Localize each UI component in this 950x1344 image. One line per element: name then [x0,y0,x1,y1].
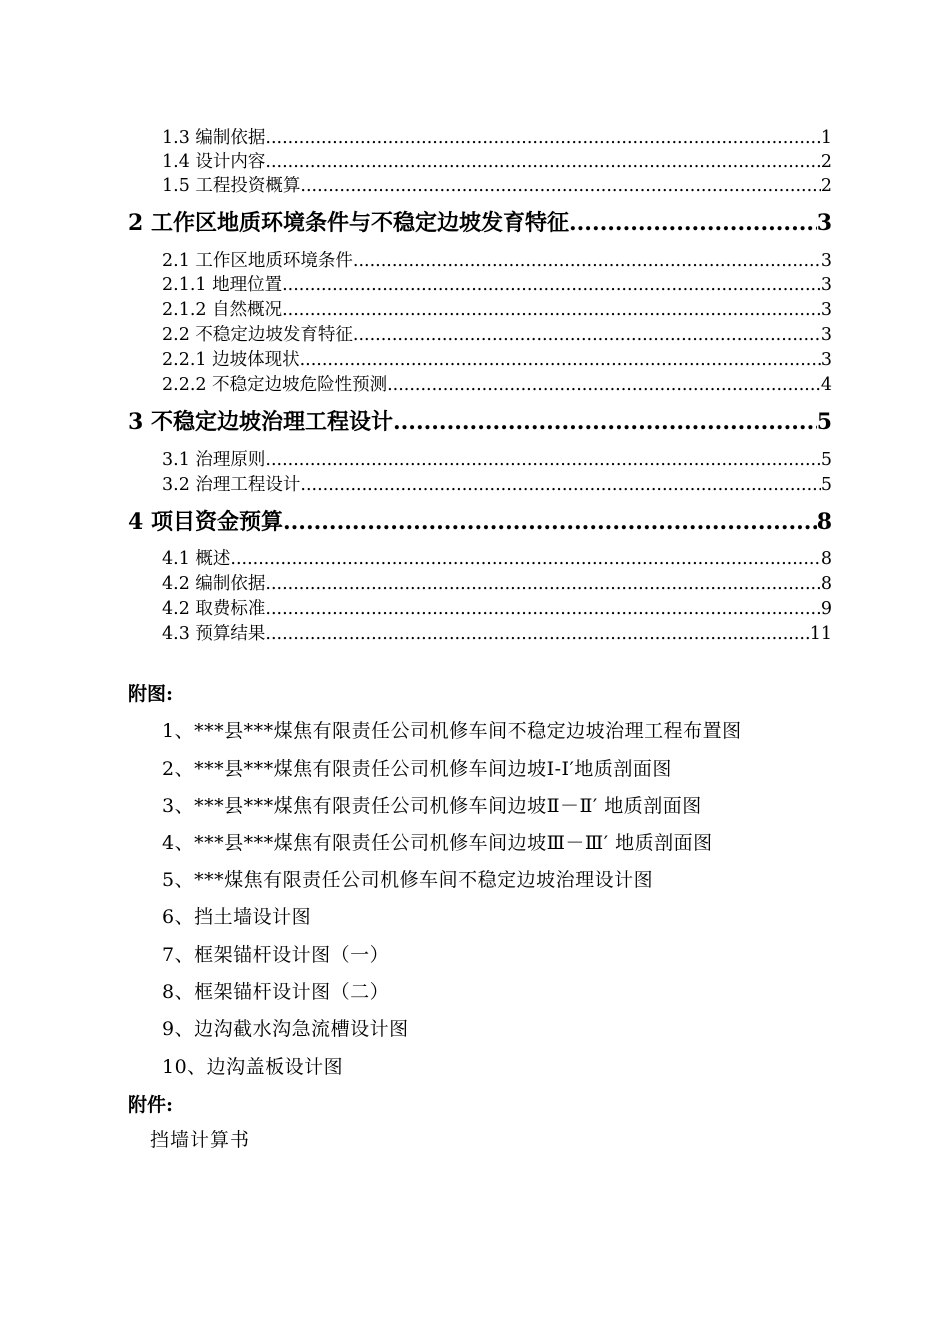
figure-item: 1、***县***煤焦有限责任公司机修车间不稳定边坡治理工程布置图 [162,720,742,742]
toc-entry[interactable] [162,572,832,596]
toc-leader [387,373,821,397]
toc-chapter-title: 2 工作区地质环境条件与不稳定边坡发育特征 [128,210,569,236]
toc-entry-title: 3.1 治理原则 [162,450,266,470]
toc-entry-page: 3 [820,350,832,370]
figures-heading: 附图: [128,683,174,705]
toc-chapter-page: 5 [816,409,832,435]
toc-entry[interactable] [162,622,832,646]
toc-entry[interactable] [162,473,832,497]
toc-entry-page: 8 [820,549,832,569]
toc-leader [282,273,821,297]
toc-chapter-page: 3 [816,210,832,236]
toc-entry[interactable] [162,174,832,198]
toc-entry-page: 8 [820,574,832,594]
toc-entry-page: 3 [820,300,832,320]
toc-entry[interactable] [162,547,832,571]
toc-entry-title: 4.3 预算结果 [162,624,266,644]
toc-chapter[interactable] [128,406,832,438]
toc-leader [283,506,817,538]
figure-item: 5、***煤焦有限责任公司机修车间不稳定边坡治理设计图 [162,869,654,891]
figure-item: 4、***县***煤焦有限责任公司机修车间边坡Ⅲ－Ⅲ′ 地质剖面图 [162,832,713,854]
toc-entry[interactable] [162,373,832,397]
figure-item: 8、框架锚杆设计图（二） [162,981,390,1003]
toc-chapter-title: 3 不稳定边坡治理工程设计 [128,409,393,435]
toc-chapter[interactable] [128,207,832,239]
toc-entry-title: 4.2 编制依据 [162,574,266,594]
toc-entry-page: 5 [820,450,832,470]
toc-entry[interactable] [162,323,832,347]
toc-entry[interactable] [162,348,832,372]
toc-entry-page: 2 [820,152,832,172]
toc-leader [265,448,820,472]
toc-entry-page: 4 [820,375,832,395]
figure-item: 9、边沟截水沟急流槽设计图 [162,1018,409,1040]
figure-item: 2、***县***煤焦有限责任公司机修车间边坡Ⅰ-Ⅰ′地质剖面图 [162,758,672,780]
toc-leader [300,473,820,497]
toc-entry[interactable] [162,150,832,174]
toc-entry-title: 2.2 不稳定边坡发育特征 [162,325,353,345]
toc-entry-title: 1.3 编制依据 [162,128,266,148]
figure-item: 10、边沟盖板设计图 [162,1056,344,1078]
toc-entry-title: 2.2.2 不稳定边坡危险性预测 [162,375,388,395]
toc-leader [300,174,820,198]
toc-leader [353,323,821,347]
toc-leader [230,547,820,571]
toc-entry-page: 9 [820,599,832,619]
toc-leader [265,622,809,646]
figure-item: 6、挡土墙设计图 [162,906,312,928]
toc-entry-page: 3 [820,325,832,345]
toc-entry-page: 3 [820,251,832,271]
toc-chapter[interactable] [128,506,832,538]
toc-entry-title: 4.2 取费标准 [162,599,266,619]
toc-entry-title: 2.2.1 边坡体现状 [162,350,300,370]
toc-leader [393,406,817,438]
toc-entry-title: 2.1.2 自然概况 [162,300,283,320]
toc-leader [265,150,820,174]
toc-leader [353,249,821,273]
toc-entry[interactable] [162,597,832,621]
toc-entry-title: 2.1 工作区地质环境条件 [162,251,353,271]
figure-item: 3、***县***煤焦有限责任公司机修车间边坡Ⅱ－Ⅱ′ 地质剖面图 [162,795,702,817]
toc-chapter-title: 4 项目资金预算 [128,509,283,535]
toc-leader [282,298,821,322]
toc-entry-page: 1 [820,128,832,148]
toc-leader [265,572,820,596]
toc-entry[interactable] [162,249,832,273]
figure-item: 7、框架锚杆设计图（一） [162,944,390,966]
toc-entry-title: 1.5 工程投资概算 [162,176,301,196]
toc-entry[interactable] [162,126,832,150]
toc-leader [265,126,820,150]
toc-entry[interactable] [162,273,832,297]
toc-leader [265,597,820,621]
toc-entry-page: 2 [820,176,832,196]
attachment-item: 挡墙计算书 [150,1129,251,1151]
toc-leader [300,348,821,372]
toc-entry[interactable] [162,448,832,472]
attachments-heading: 附件: [128,1094,174,1116]
toc-entry-page: 5 [820,475,832,495]
toc-entry-title: 2.1.1 地理位置 [162,275,283,295]
toc-entry-page: 11 [809,624,832,644]
toc-entry[interactable] [162,298,832,322]
toc-entry-page: 3 [820,275,832,295]
toc-entry-title: 1.4 设计内容 [162,152,266,172]
toc-entry-title: 3.2 治理工程设计 [162,475,301,495]
toc-leader [569,207,817,239]
toc-entry-title: 4.1 概述 [162,549,231,569]
toc-chapter-page: 8 [816,509,832,535]
